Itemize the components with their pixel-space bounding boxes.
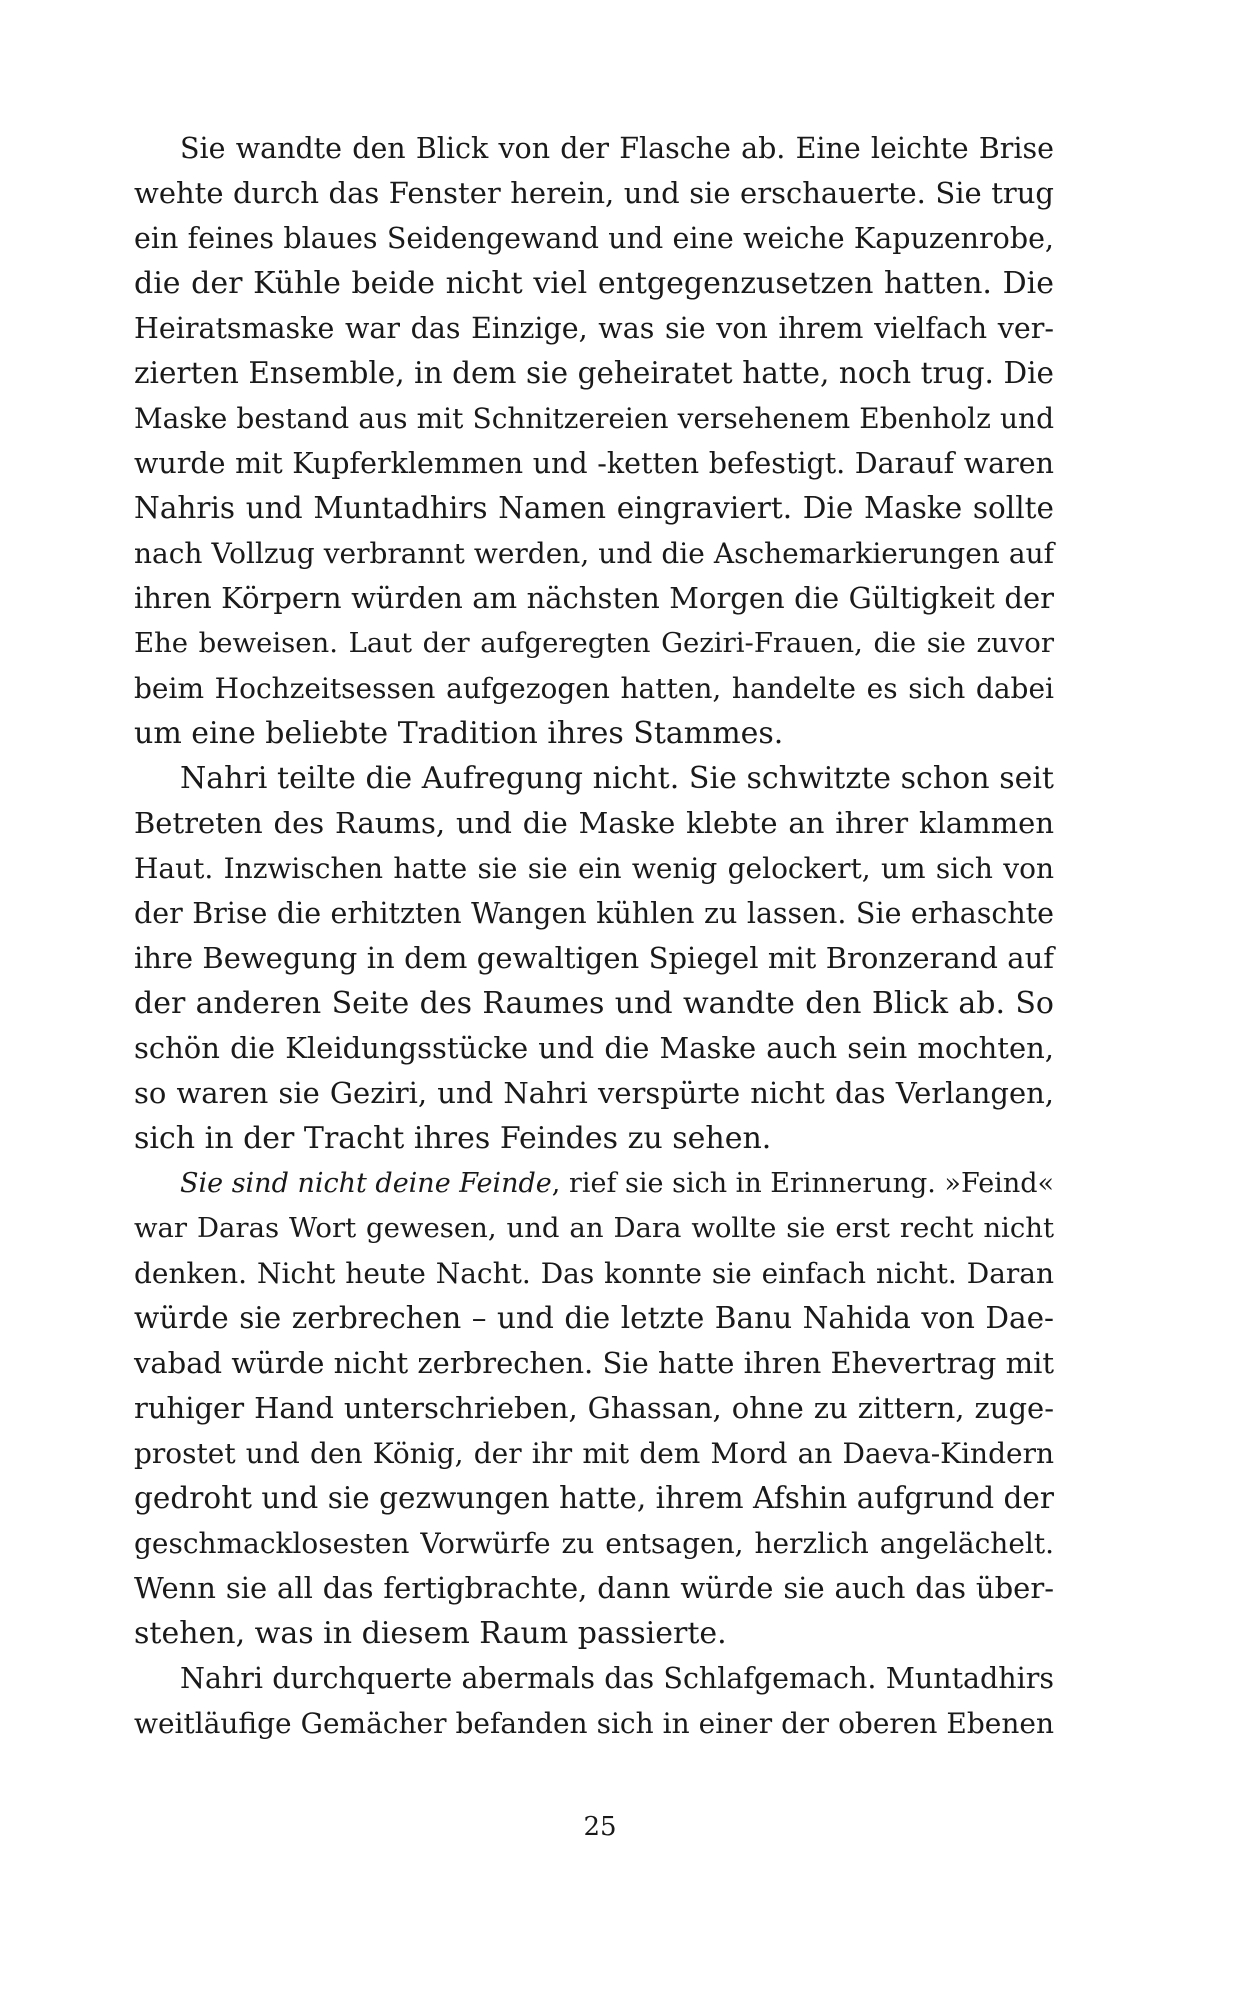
italic-phrase: Sie sind nicht deine Feinde — [180, 1168, 552, 1199]
text-line: ihre Bewegung in dem gewaltigen Spiegel mit Bronzerand auf — [134, 941, 1054, 975]
text-line: nach Vollzug verbrannt werden, und die Aschemarkierungen auf — [134, 537, 1054, 570]
text-line: vabad würde nicht zerbrechen. Sie hatte ihren Ehevertrag mit — [134, 1346, 1054, 1380]
text-line: Wenn sie all das fertigbrachte, dann würde sie auch das über- — [134, 1571, 1054, 1605]
text-line: weitläufige Gemächer befanden sich in einer der oberen Ebenen — [134, 1707, 1054, 1740]
text-line: war Daras Wort gewesen, und an Dara wollte sie erst recht nicht — [134, 1212, 1054, 1244]
text-line: Nahri durchquerte abermals das Schlafgemach. Muntadhirs — [180, 1662, 1054, 1695]
body-text — [134, 126, 1054, 1746]
text-line: Maske bestand aus mit Schnitzereien versehenem Ebenholz und — [134, 402, 1054, 435]
text-line: die der Kühle beide nicht viel entgegenzusetzen hatten. Die — [134, 266, 1054, 301]
text-line: Betreten des Raums, und die Maske klebte an ihrer klammen — [134, 806, 1054, 840]
text-line: wehte durch das Fenster herein, und sie erschauerte. Sie trug — [134, 176, 1054, 210]
text-line: Ehe beweisen. Laut der aufgeregten Geziri-Frauen, die sie zuvor — [134, 627, 1054, 659]
text-line: um eine beliebte Tradition ihres Stammes. — [134, 716, 784, 751]
text-line: zierten Ensemble, in dem sie geheiratet hatte, noch trug. Die — [134, 356, 1054, 390]
text-line: schön die Kleidungsstücke und die Maske auch sein mochten, — [134, 1031, 1054, 1065]
text-line: Sie wandte den Blick von der Flasche ab. Eine leichte Brise — [180, 132, 1054, 165]
text-line: der Brise die erhitzten Wangen kühlen zu lassen. Sie erhaschte — [134, 897, 1054, 930]
text-line: prostet und den König, der ihr mit dem Mord an Daeva-Kindern — [134, 1437, 1054, 1470]
text-line: ruhiger Hand unterschrieben, Ghassan, ohne zu zittern, zuge- — [134, 1391, 1054, 1425]
text-line: würde sie zerbrechen – und die letzte Banu Nahida von Dae- — [134, 1301, 1054, 1335]
text-line: stehen, was in diesem Raum passierte. — [134, 1616, 727, 1651]
text-line — [134, 1161, 1054, 1206]
text-line: so waren sie Geziri, und Nahri verspürte nicht das Verlangen, — [134, 1076, 1054, 1110]
text-line: Haut. Inzwischen hatte sie sie ein wenig gelockert, um sich von — [134, 852, 1054, 885]
text-line: wurde mit Kupferklemmen und -ketten befestigt. Darauf waren — [134, 447, 1054, 480]
text-line: beim Hochzeitsessen aufgezogen hatten, handelte es sich dabei — [134, 672, 1054, 705]
text-line: Nahris und Muntadhirs Namen eingraviert. Die Maske sollte — [134, 491, 1054, 525]
text-line: denken. Nicht heute Nacht. Das konnte sie einfach nicht. Daran — [134, 1257, 1054, 1290]
text-line: sich in der Tracht ihres Feindes zu sehen. — [134, 1121, 772, 1156]
text-line-rest: , rief sie sich in Erinnerung. »Feind« — [551, 1168, 1055, 1199]
text-line: geschmacklosesten Vorwürfe zu entsagen, herzlich angelächelt. — [134, 1527, 1054, 1560]
text-line: Nahri teilte die Aufregung nicht. Sie schwitzte schon seit — [180, 761, 1054, 796]
page-number: 25 — [583, 1812, 617, 1842]
text-line: der anderen Seite des Raumes und wandte den Blick ab. So — [134, 986, 1054, 1021]
text-line: ein feines blaues Seidengewand und eine weiche Kapuzenrobe, — [134, 222, 1054, 255]
text-line: Heiratsmaske war das Einzige, was sie von ihrem vielfach ver- — [134, 312, 1054, 345]
text-line: gedroht und sie gezwungen hatte, ihrem Afshin aufgrund der — [134, 1481, 1054, 1515]
text-line: ihren Körpern würden am nächsten Morgen die Gültigkeit der — [134, 581, 1054, 615]
